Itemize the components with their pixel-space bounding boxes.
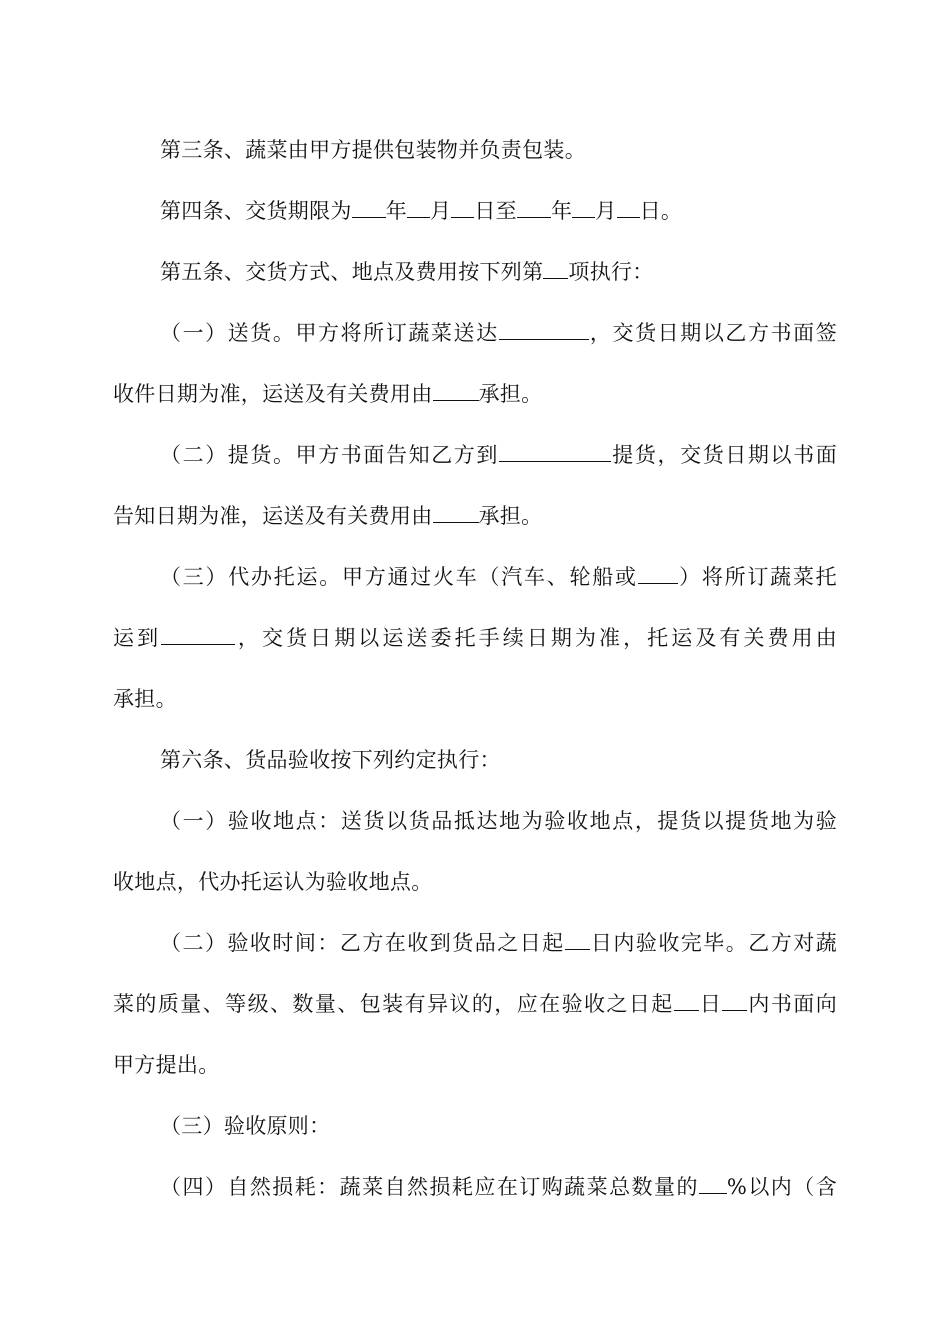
year-blank-2	[517, 195, 551, 218]
objection-days-blank-1	[674, 988, 699, 1011]
month-label-1: 月	[430, 199, 452, 223]
inspect-place-text-1: （一）验收地点：送货以货品抵达地为验收地点，提货以提货地为验	[160, 809, 837, 833]
day-label-2: 日。	[639, 199, 683, 223]
delivery-cost-bearer-blank	[433, 378, 479, 401]
inspect-place-line-1	[160, 804, 837, 838]
delivery-part1: （一）送货。甲方将所订蔬菜送达	[160, 321, 499, 345]
inspect-time-line3: 甲方提出。	[113, 1053, 220, 1077]
delivery-place-blank	[499, 317, 589, 340]
consign-clause-line-2	[113, 621, 837, 655]
day-blank-2	[617, 195, 640, 218]
pickup-part2: 提货，交货日期以书面	[611, 443, 837, 467]
consign-part1: （三）代办托运。甲方通过火车（汽车、轮船或	[160, 565, 638, 589]
inspect-place-line-2	[113, 865, 837, 899]
consign-line2-prefix: 运到	[113, 626, 162, 650]
delivery-clause-line-1	[160, 316, 837, 350]
consign-destination-blank	[161, 622, 235, 645]
inspect-place-text-2: 收地点，代办托运认为验收地点。	[113, 870, 433, 894]
article-5	[160, 255, 837, 289]
article-5-prefix: 第五条、交货方式、地点及费用按下列第	[160, 260, 544, 284]
consign-clause-line-3	[113, 682, 837, 716]
delivery-part2: ，交货日期以乙方书面签	[588, 321, 837, 345]
inspect-days-blank	[565, 927, 590, 950]
pickup-cost-bearer-blank	[433, 500, 479, 523]
inspect-time-line2-mid: 日	[698, 992, 723, 1016]
natural-loss-part1: （四）自然损耗：蔬菜自然损耗应在订购蔬菜总数量的	[160, 1175, 699, 1199]
month-label-2: 月	[595, 199, 617, 223]
pickup-clause-line-2	[113, 499, 837, 533]
inspect-time-part2: 日内验收完毕。乙方对蔬	[589, 931, 837, 955]
inspect-principle-text: （三）验收原则：	[160, 1114, 331, 1138]
consign-clause-line-1	[160, 560, 837, 594]
pickup-line2-suffix: 承担。	[478, 504, 543, 528]
consign-line2-suffix: ，交货日期以运送委托手续日期为准，托运及有关费用由	[235, 626, 837, 650]
article-6-text: 第六条、货品验收按下列约定执行：	[160, 748, 501, 772]
pickup-place-blank	[499, 439, 611, 462]
delivery-line2-suffix: 承担。	[478, 382, 543, 406]
item-number-blank	[543, 256, 568, 279]
inspect-time-line2-prefix: 菜的质量、等级、数量、包装有异议的，应在验收之日起	[113, 992, 674, 1016]
consign-line3: 承担。	[113, 687, 177, 711]
natural-loss-part2: %以内（含	[726, 1175, 837, 1199]
year-label-1: 年	[385, 199, 408, 223]
delivery-line2-prefix: 收件日期为准，运送及有关费用由	[113, 382, 433, 406]
inspect-time-line2-suffix: 内书面向	[747, 992, 837, 1016]
consign-part2: ）将所订蔬菜托	[677, 565, 837, 589]
day-label-1: 日至	[474, 199, 517, 223]
article-3-text: 第三条、蔬菜由甲方提供包装物并负责包装。	[160, 138, 586, 162]
inspect-time-part1: （二）验收时间：乙方在收到货品之日起	[160, 931, 565, 955]
natural-loss-line-1	[160, 1170, 837, 1204]
loss-percent-blank	[699, 1171, 727, 1194]
pickup-clause-line-1	[160, 438, 837, 472]
year-label-2: 年	[550, 199, 573, 223]
pickup-part1: （二）提货。甲方书面告知乙方到	[160, 443, 499, 467]
article-6	[160, 743, 837, 777]
article-4	[160, 194, 837, 228]
inspect-time-line-3	[113, 1048, 837, 1082]
transport-other-blank	[638, 561, 678, 584]
inspect-time-line-2	[113, 987, 837, 1021]
month-blank-1	[407, 195, 430, 218]
objection-days-blank-2	[722, 988, 747, 1011]
article-3	[160, 133, 837, 167]
article-4-prefix: 第四条、交货期限为	[160, 199, 352, 223]
pickup-line2-prefix: 告知日期为准，运送及有关费用由	[113, 504, 433, 528]
inspect-principle	[160, 1109, 837, 1143]
year-blank-1	[352, 195, 386, 218]
article-5-suffix: 项执行：	[568, 260, 654, 284]
day-blank-1	[451, 195, 474, 218]
inspect-time-line-1	[160, 926, 837, 960]
month-blank-2	[572, 195, 595, 218]
delivery-clause-line-2	[113, 377, 837, 411]
